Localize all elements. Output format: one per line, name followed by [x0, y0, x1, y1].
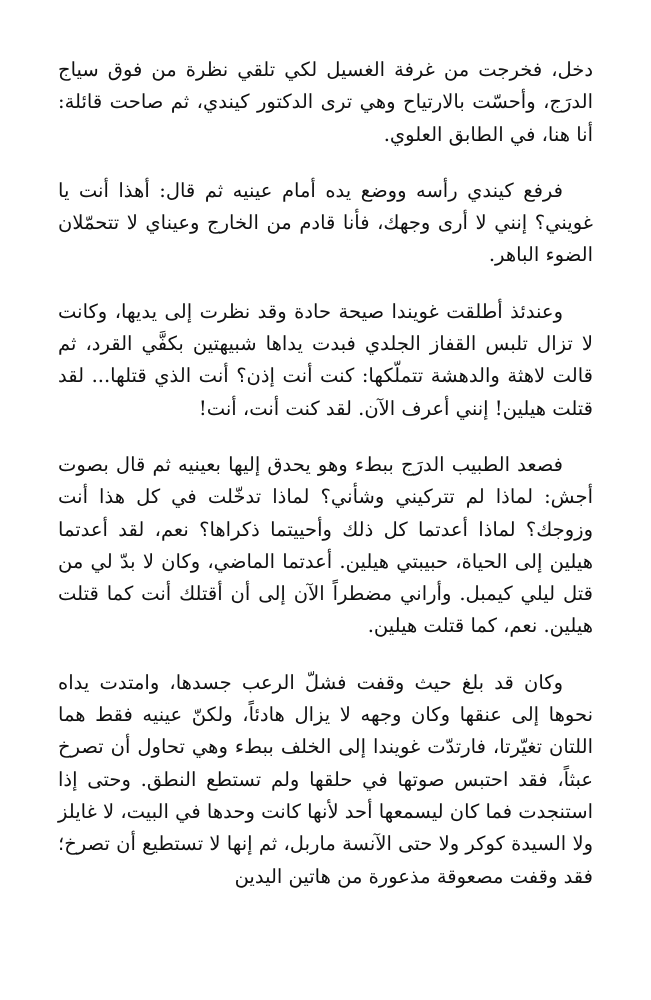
page-body: [58, 54, 593, 893]
paragraph-4: فصعد الطبيب الدرَج ببطء وهو يحدق إليها بعينيه ثم قال بصوت أجش: لماذا لم تتركيني وشأني؟ لماذا تدخّلت في كل هذا أنت وزوجك؟ لماذا أعدتما كل ذلك وأحييتما ذكراها؟ نعم، لقد أعدتما هيلين إلى الحياة، حبيبتي هيلين. أعدتما الماضي، وكان لا بدّ لي من قتل ليلي كيمبل. وأراني مضطراً الآن إلى أن أقتلك أنت كما قتلت هيلين. نعم، كما قتلت هيلين.: [58, 452, 593, 638]
paragraph-5: وكان قد بلغ حيث وقفت فشلّ الرعب جسدها، وامتدت يداه نحوها إلى عنقها وكان وجهه لا يزال هادئاً، ولكنّ عينيه فقط هما اللتان تغيّرتا، فارتدّت غويندا إلى الخلف ببطء وهي تحاول أن تصرخ عبثاً، فقد احتبس صوتها في حلقها ولم تستطع النطق. وحتى إذا استنجدت فما كان ليسمعها أحد لأنها كانت وحدها في البيت، لا غايلز ولا السيدة كوكر ولا حتى الآنسة ماربل، ثم إنها لا تستطيع أن تصرخ؛ فقد وقفت مصعوقة مذعورة من هاتين اليدين: [58, 670, 593, 888]
paragraph-1: دخل، فخرجت من غرفة الغسيل لكي تلقي نظرة من فوق سياج الدرَج، وأحسّت بالارتياح وهي ترى الدكتور كيندي، ثم صاحت قائلة: أنا هنا، في الطابق العلوي.: [58, 58, 593, 146]
paragraph-2: فرفع كيندي رأسه ووضع يده أمام عينيه ثم قال: أهذا أنت يا غويني؟ إنني لا أرى وجهك، فأنا قادم من الخارج وعيناي لا تتحمّلان الضوء الباهر.: [58, 178, 593, 267]
paragraph-3: وعندئذ أطلقت غويندا صيحة حادة وقد نظرت إلى يديها، وكانت لا تزال تلبس القفاز الجلدي فبدت يداها شبيهتين بكفَّي القرد، ثم قالت لاهثة والدهشة تتملّكها: كنت أنت إذن؟ أنت الذي قتلها... لقد قتلت هيلين! إنني أعرف الآن. لقد كنت أنت، أنت!: [58, 299, 593, 420]
